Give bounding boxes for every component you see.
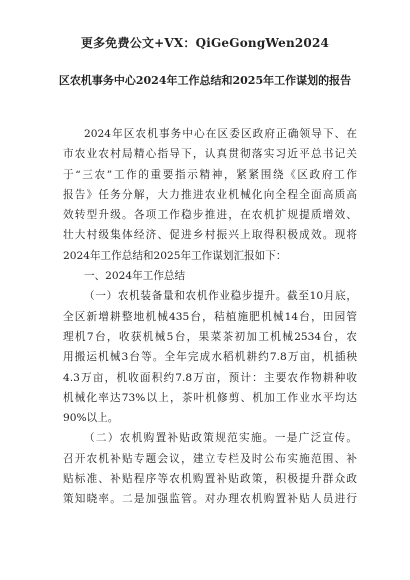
- body-line: 策知晓率。二是加强监管。对办理农机购置补贴人员进行: [63, 493, 357, 506]
- body-line: 2024年区农机事务中心在区委区政府正确领导下、在: [84, 128, 357, 140]
- body-line: 市农业农村局精心指导下，认真贯彻落实习近平总书记关: [63, 148, 357, 161]
- body-line: 4.3万亩，机收面积约7.8万亩，预计：主要农作物耕种收: [63, 371, 357, 384]
- body-line: 报告》任务分解，大力推进农业机械化向全程全面高质高: [63, 188, 357, 201]
- body-line: 2024年工作总结和2025年工作谋划汇报如下：: [63, 249, 287, 262]
- body-line: 机械化率达73%以上，茶叶机修剪、机加工作业水平均达: [63, 391, 357, 404]
- body-line: 理机7台，收获机械5台，果菜茶初加工机械2534台，农: [63, 330, 357, 343]
- body-line: 全区新增耕整地机械435台，秸植施肥机械14台，田园管: [63, 310, 357, 323]
- body-line: 一、2024年工作总结: [84, 270, 186, 283]
- body-line: 壮大村级集体经济、促进乡村振兴上取得积极成效。现将: [63, 229, 357, 242]
- body-line: 召开农机补贴专题会议，建立专栏及时公布实施范围、补: [63, 452, 357, 465]
- promo-banner: 更多免费公文+VX：QiGeGongWen2024: [80, 36, 330, 50]
- body-line: 90%以上。: [63, 412, 119, 425]
- body-line: 贴标准、补贴程序等农机购置补贴政策，积极提升群众政: [63, 473, 357, 486]
- body-line: （二）农机购置补贴政策规范实施。一是广泛宣传。: [84, 432, 357, 445]
- body-line: （一）农机装备量和农机作业稳步提升。截至10月底，: [84, 290, 357, 303]
- document-title: 区农机事务中心2024年工作总结和2025年工作谋划的报告: [58, 74, 352, 87]
- body-line: 效转型升级。各项工作稳步推进，在农机扩规提质增效、: [63, 209, 357, 222]
- body-line: 用搬运机械3台等。全年完成水稻机耕约7.8万亩，机插秧: [63, 351, 357, 364]
- body-line: 于“三农”工作的重要指示精神，紧紧围绕《区政府工作: [63, 168, 357, 181]
- document-body: [63, 124, 357, 510]
